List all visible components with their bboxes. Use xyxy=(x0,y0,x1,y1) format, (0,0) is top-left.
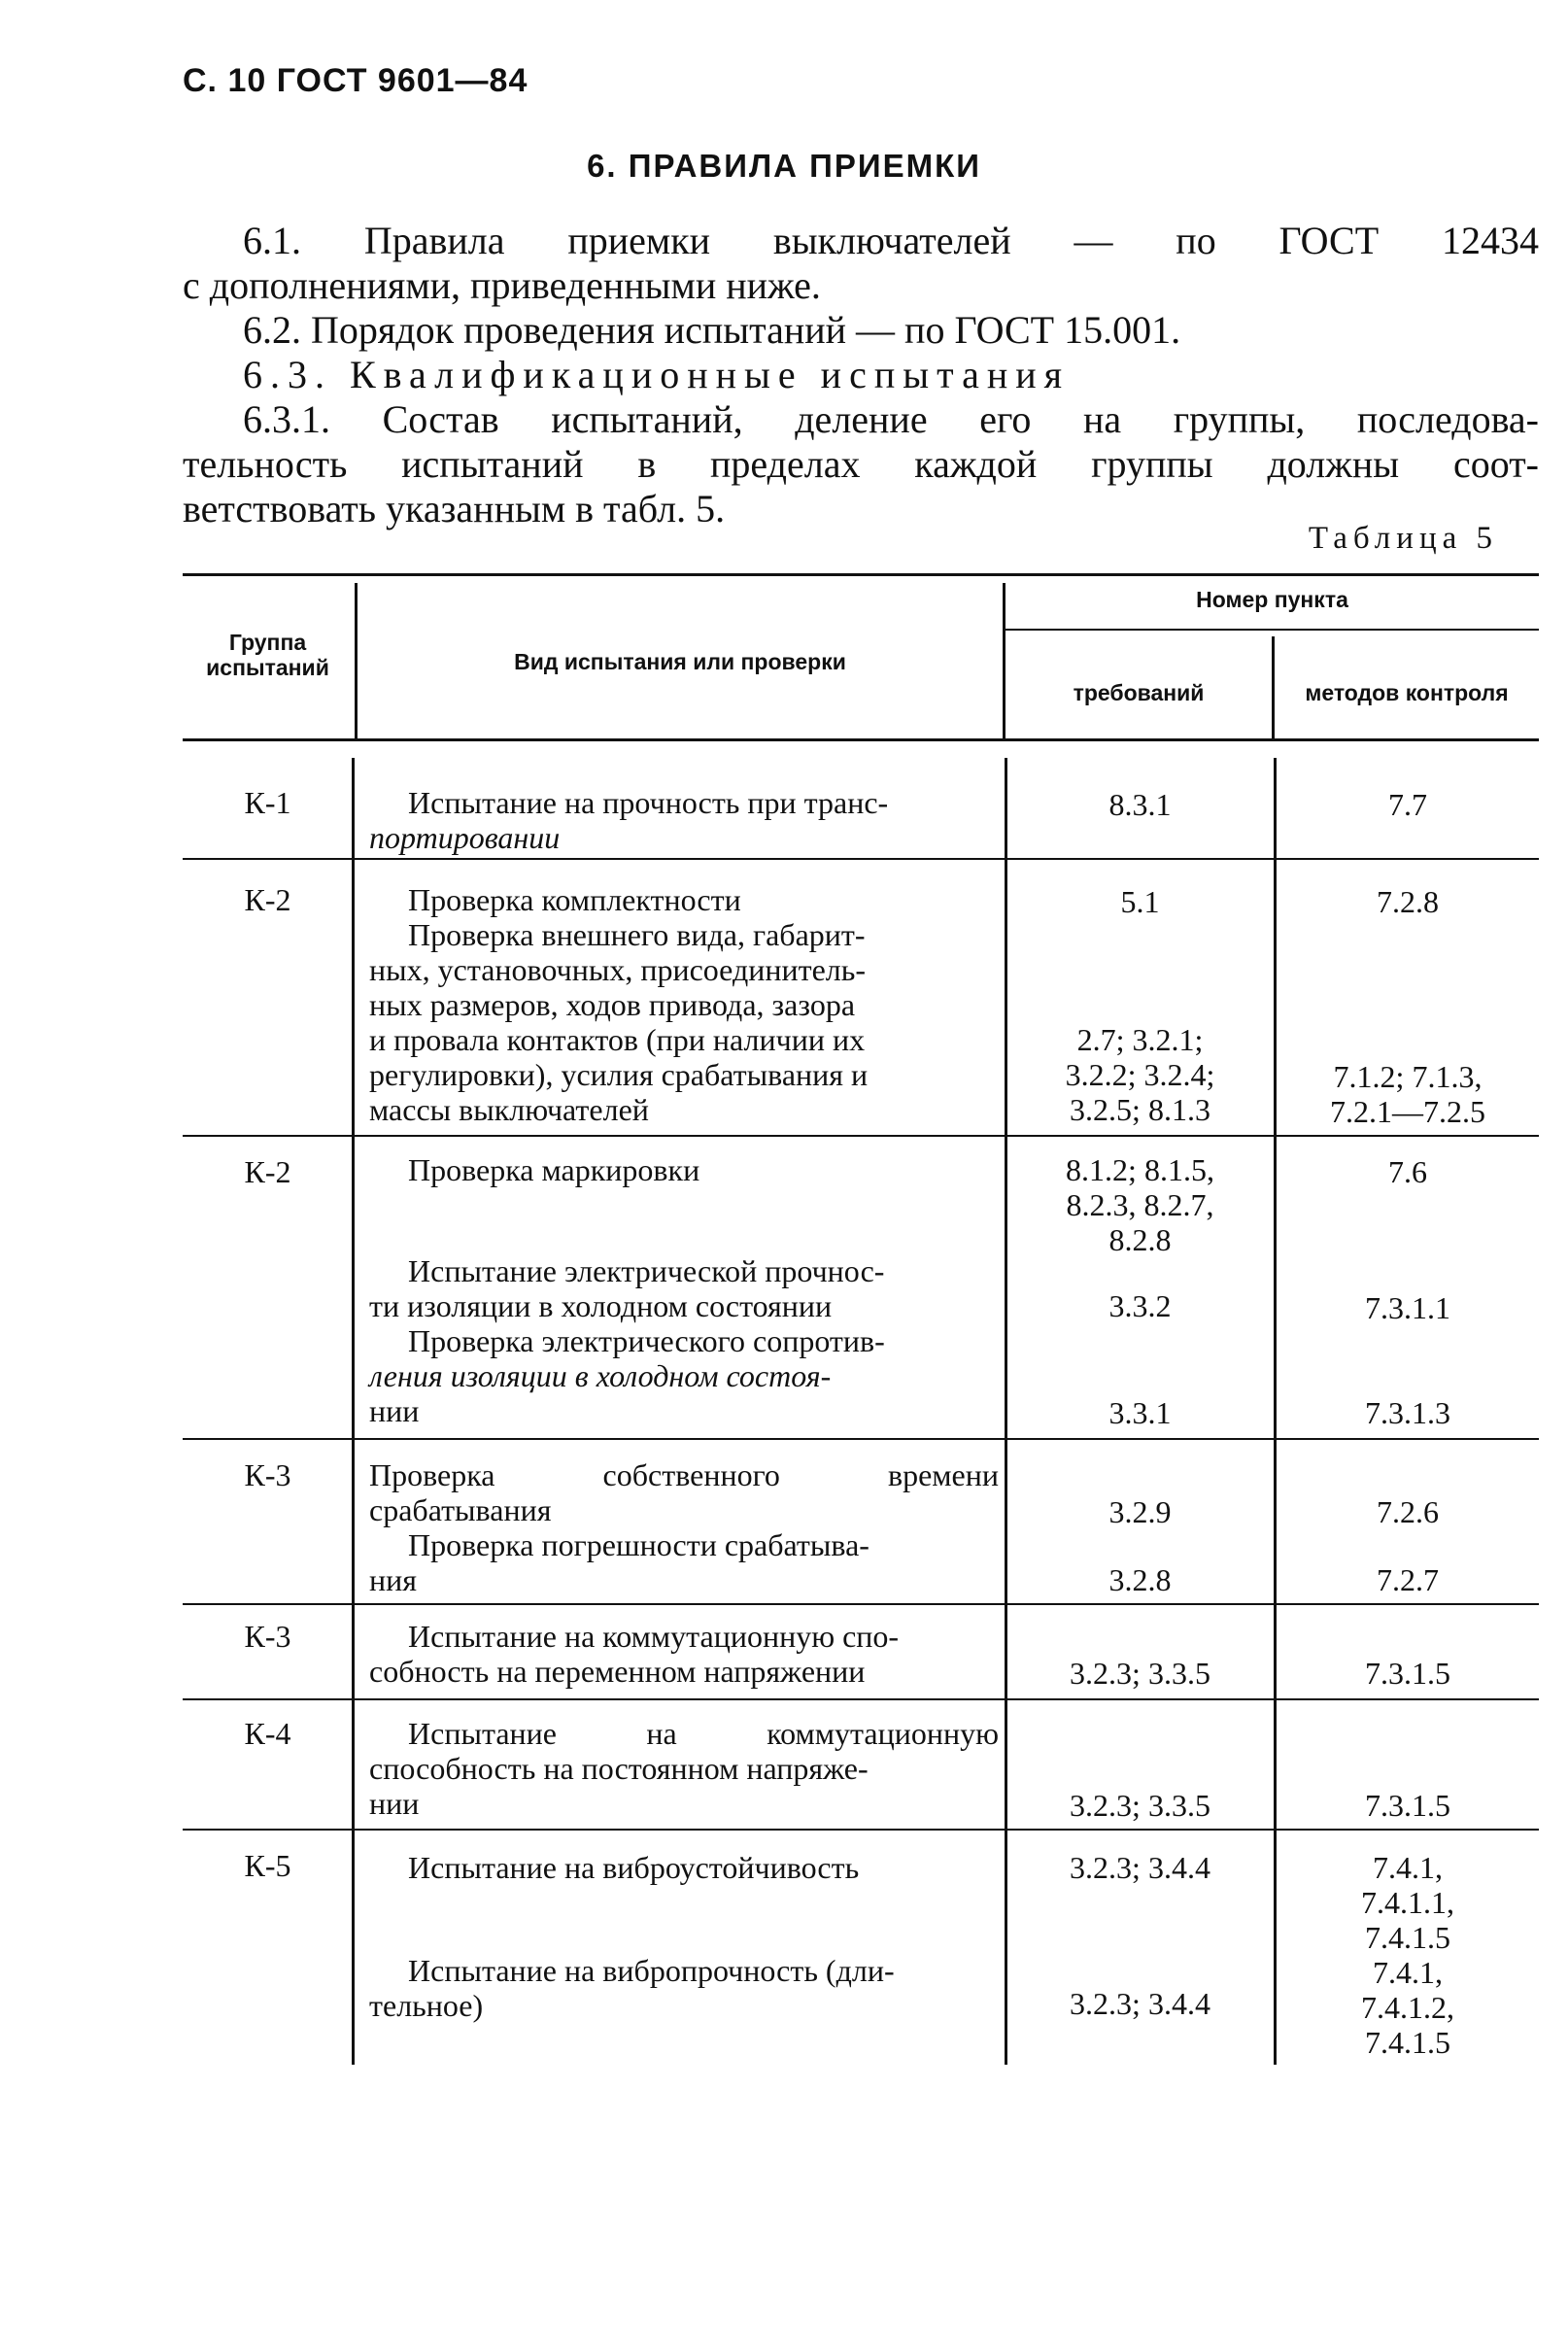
row-7-desc-line: Испытание на виброустойчивость xyxy=(408,1850,860,1885)
row-4-desc-line: Проверка собственного времени xyxy=(369,1457,999,1492)
paragraph-6-3: 6.3. Квалификационные испытания xyxy=(243,353,1071,396)
row-2-meth: 7.1.2; 7.1.3, xyxy=(1333,1059,1483,1094)
row-7-meth: 7.4.1.2, xyxy=(1361,1990,1454,2025)
header-group-line-1: Группа xyxy=(228,630,307,655)
row-2-meth: 7.2.1—7.2.5 xyxy=(1330,1094,1485,1129)
row-7-meth: 7.4.1, xyxy=(1373,1955,1443,1990)
row-3-req: 8.1.2; 8.1.5, xyxy=(1066,1152,1214,1187)
row-2-desc-line: Проверка внешнего вида, габарит- xyxy=(408,917,866,952)
header-test-type: Вид испытания или проверки xyxy=(514,649,846,674)
row-5-desc-line: Испытание на коммутационную спо- xyxy=(408,1619,900,1654)
row-6-desc-line: способность на постоянном напряже- xyxy=(369,1751,869,1786)
row-4-req: 3.2.9 xyxy=(1108,1494,1172,1529)
row-1-group: К-1 xyxy=(244,785,291,820)
row-1-desc-line: портировании xyxy=(369,820,561,855)
row-2-req: 3.2.2; 3.2.4; xyxy=(1065,1057,1215,1092)
row-4-req: 3.2.8 xyxy=(1108,1562,1172,1597)
row-separator xyxy=(183,1135,1539,1137)
table-top-rule xyxy=(183,573,1539,576)
header-split-rule xyxy=(1006,629,1539,631)
row-2-req: 3.2.5; 8.1.3 xyxy=(1070,1092,1210,1127)
header-bottom-rule xyxy=(183,738,1539,741)
row-2-desc-line: ных размеров, ходов привода, зазора xyxy=(369,987,856,1022)
paragraph-6-3-1-line-1: 6.3.1. Состав испытаний, деление его на группы, последова- xyxy=(243,397,1539,441)
header-group-line-2: испытаний xyxy=(206,655,329,680)
paragraph-6-3-1-line-2: тельность испытаний в пределах каждой группы должны соот- xyxy=(183,442,1539,486)
row-3-desc-line: Испытание электрической прочнос- xyxy=(408,1253,885,1288)
header-point-number: Номер пункта xyxy=(1196,587,1348,612)
row-7-meth: 7.4.1.5 xyxy=(1365,2025,1450,2060)
row-separator xyxy=(183,1603,1539,1605)
row-7-req: 3.2.3; 3.4.4 xyxy=(1070,1986,1210,2021)
row-3-group: К-2 xyxy=(244,1154,291,1189)
row-2-desc-line: массы выключателей xyxy=(369,1092,649,1127)
paragraph-6-1-line-1: 6.1. Правила приемки выключателей — по ГОСТ 12434 xyxy=(243,219,1539,262)
row-2-req: 2.7; 3.2.1; xyxy=(1076,1022,1204,1057)
row-5-req: 3.2.3; 3.3.5 xyxy=(1070,1656,1210,1691)
row-7-meth: 7.4.1.5 xyxy=(1365,1920,1450,1955)
row-3-meth: 7.3.1.1 xyxy=(1365,1290,1450,1325)
row-2-meth: 7.2.8 xyxy=(1377,884,1439,919)
row-6-desc-line: Испытание на коммутационную xyxy=(408,1716,999,1751)
row-5-group: К-3 xyxy=(244,1619,291,1654)
row-4-desc-line: срабатывания xyxy=(369,1492,552,1527)
row-3-desc-line: Проверка маркировки xyxy=(408,1152,700,1187)
row-3-desc-line: Проверка электрического сопротив- xyxy=(408,1323,885,1358)
row-3-desc-line: ления изоляции в холодном состоя- xyxy=(369,1358,832,1393)
page-header: С. 10 ГОСТ 9601—84 xyxy=(183,62,528,99)
row-2-desc-line: Проверка комплектности xyxy=(408,882,741,917)
row-2-req: 5.1 xyxy=(1120,884,1160,919)
row-3-meth: 7.6 xyxy=(1388,1154,1427,1189)
row-6-req: 3.2.3; 3.3.5 xyxy=(1070,1788,1210,1823)
row-7-meth: 7.4.1.1, xyxy=(1361,1885,1454,1920)
row-4-desc-line: Проверка погрешности срабатыва- xyxy=(408,1527,869,1562)
row-3-req: 3.3.1 xyxy=(1108,1395,1172,1430)
row-2-desc-line: и провала контактов (при наличии их xyxy=(369,1022,866,1057)
row-4-desc-line: ния xyxy=(369,1562,417,1597)
table-title: Таблица 5 xyxy=(1308,521,1498,556)
row-4-meth: 7.2.7 xyxy=(1377,1562,1439,1597)
row-1-desc-line: Испытание на прочность при транс- xyxy=(408,785,889,820)
row-1-req: 8.3.1 xyxy=(1108,787,1172,822)
header-requirements: требований xyxy=(1073,680,1205,705)
row-6-group: К-4 xyxy=(244,1716,291,1751)
row-separator xyxy=(183,1829,1539,1831)
header-methods: методов контроля xyxy=(1305,680,1509,705)
row-7-meth: 7.4.1, xyxy=(1373,1850,1443,1885)
row-4-meth: 7.2.6 xyxy=(1377,1494,1439,1529)
row-separator xyxy=(183,1698,1539,1700)
row-2-group: К-2 xyxy=(244,882,291,917)
row-7-desc-line: Испытание на вибропрочность (дли- xyxy=(408,1953,895,1988)
section-title: 6. ПРАВИЛА ПРИЕМКИ xyxy=(587,148,981,184)
row-3-req: 3.3.2 xyxy=(1108,1288,1172,1323)
row-2-desc-line: регулировки), усилия срабатывания и xyxy=(369,1057,869,1092)
row-3-req: 8.2.3, 8.2.7, xyxy=(1066,1187,1214,1222)
paragraph-6-3-1-line-3: ветствовать указанным в табл. 5. xyxy=(183,487,726,531)
row-3-desc-line: нии xyxy=(369,1393,420,1428)
row-1-meth: 7.7 xyxy=(1388,787,1427,822)
row-separator xyxy=(183,858,1539,860)
row-6-desc-line: нии xyxy=(369,1786,420,1821)
row-5-meth: 7.3.1.5 xyxy=(1365,1656,1450,1691)
row-separator xyxy=(183,1438,1539,1440)
row-3-req: 8.2.8 xyxy=(1108,1222,1172,1257)
row-3-desc-line: ти изоляции в холодном состоянии xyxy=(369,1288,833,1323)
row-4-group: К-3 xyxy=(244,1457,291,1492)
row-7-group: К-5 xyxy=(244,1848,291,1883)
row-3-meth: 7.3.1.3 xyxy=(1365,1395,1450,1430)
row-7-desc-line: тельное) xyxy=(369,1988,484,2023)
row-6-meth: 7.3.1.5 xyxy=(1365,1788,1450,1823)
row-5-desc-line: собность на переменном напряжении xyxy=(369,1654,866,1689)
paragraph-6-2: 6.2. Порядок проведения испытаний — по ГОСТ 15.001. xyxy=(243,308,1181,352)
row-2-desc-line: ных, установочных, присоединитель- xyxy=(369,952,866,987)
row-7-req: 3.2.3; 3.4.4 xyxy=(1070,1850,1210,1885)
paragraph-6-1-line-2: с дополнениями, приведенными ниже. xyxy=(183,263,821,307)
